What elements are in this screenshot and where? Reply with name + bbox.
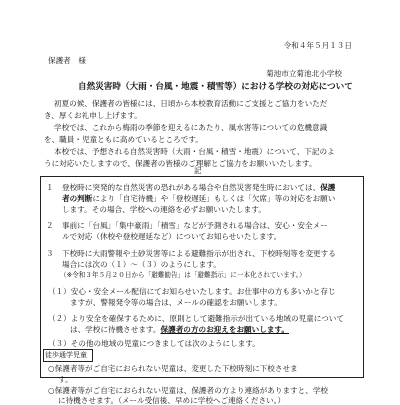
sub-2-emphasis: 保護者の方のお迎えをお願いします。 <box>160 325 289 334</box>
bullet-icon: ○ <box>48 386 55 395</box>
item-1-line: します。その場合、学校への連絡を必ずお願いいたします。 <box>62 205 266 214</box>
item-1-bold: 者の判断 <box>62 194 93 203</box>
intro-line: き、厚くお礼申し上げます。 <box>44 111 142 120</box>
sub-2-line: （２）より安全を確保するために、原則として避難指示が出ている地域の児童について <box>48 314 344 323</box>
school-name: 菊池市立菊池北小学校 <box>266 69 342 78</box>
walk-item-cont: す。 <box>58 375 73 384</box>
sub-1-line: ますが、警報発令等の場合は、メールの確認をお願いします。 <box>70 298 282 307</box>
intro-line: 本校では、予想される自然災害時（大雨・台風・積雪・地震）について、下記のよ <box>54 147 335 156</box>
item-2-number: ２ <box>46 221 54 230</box>
item-1-line <box>62 195 335 203</box>
sub-3-line: （３）その他の地域の児童につきましては次のようにします。 <box>48 339 260 348</box>
item-3-line: 下校時に大雨警報や土砂災害等による避難指示が出され、下校時刻等を変更する <box>62 249 336 258</box>
item-1-text: 登校時に突発的な自然災害の恐れがある場合や自然災害発生時においては、 <box>62 183 321 192</box>
walk-item <box>48 365 298 373</box>
intro-line: うに対応いたしますので、保護者の皆様のご理解とご協力をお願いいたします。 <box>44 159 317 168</box>
item-3-note: （※令和３年５月２０日から「避難勧告」は「避難指示」に一本化されています。） <box>60 271 306 279</box>
walk-item-cont: に待機させます。（メール受信後、早めに学校へご連絡ください。） <box>58 396 286 405</box>
item-1-line <box>62 184 335 192</box>
item-3-number: ３ <box>46 249 54 258</box>
item-3-line: 場合には次の（１）～（３）のようにします。 <box>62 260 221 269</box>
walk-item-text: 保護者等がご自宅におられない児童は、変更した下校時刻に下校させま <box>54 364 298 373</box>
item-1-bold: 保護 <box>320 183 336 192</box>
walk-item <box>48 387 328 395</box>
sub-2-text: は、学校に待機させます。 <box>70 325 161 334</box>
ki-label: 記 <box>194 166 202 175</box>
intro-line: 学校では、これから梅雨の季節を迎えるにあたり、風水害等についての危機意識 <box>54 123 328 132</box>
bullet-icon: ○ <box>48 364 55 373</box>
date: 令和４年５月１３日 <box>283 41 352 50</box>
item-1-text: により「自宅待機」や「登校遅延」もしくは「欠席」等の対応をお願い <box>92 194 336 203</box>
document-title: 自然災害時（大雨・台風・地震・積雪等）における学校の対応について <box>78 82 353 92</box>
sub-1-line: （１）安心・安全メール配信にてお知らせいたします。お仕事中の方も多いかと存じ <box>48 287 336 296</box>
item-1-number: １ <box>46 183 54 192</box>
intro-line: を、職員・児童ともに高めているところです。 <box>44 135 203 144</box>
walk-item-text: 保護者等がご自宅におられない児童は、保護者の方より連絡がありますと、学校 <box>54 386 329 395</box>
addressee: 保護者 様 <box>48 56 86 65</box>
item-2-line: ルで対応（休校や登校遅延など）についてお知らせいたします。 <box>62 232 282 241</box>
intro-line: 初夏の候、保護者の皆様には、日頃から本校教育活動にご支援とご協力をいただ <box>54 99 328 108</box>
item-2-line: 事前に「台風」「集中豪雨」「積雪」などが予測される場合は、安心・安全メー <box>62 221 328 230</box>
sub-2-line <box>70 326 289 334</box>
walk-commute-label: 徒歩通学児童 <box>45 351 87 359</box>
